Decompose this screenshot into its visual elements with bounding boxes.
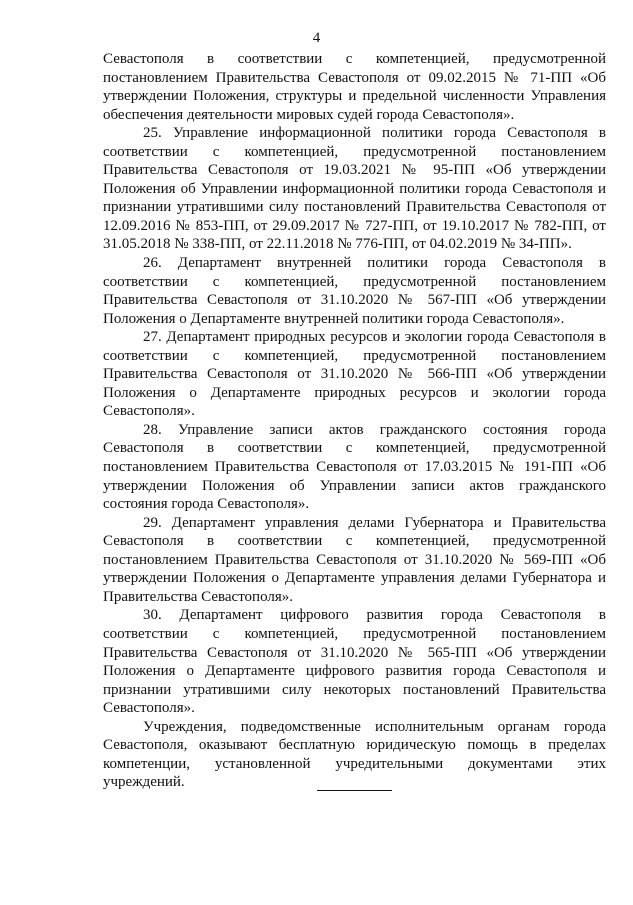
paragraph-item-29: 29. Департамент управления делами Губернатора и Правительства Севастополя в соответствии с компетенцией, предусмотренной постановлением Правительства Севастополя от 31.10.2020 № 569-ПП «Об утверждении Положения о Департаменте управления делами Губернатора и Правительства Севастополя». <box>103 514 606 605</box>
paragraph-item-26: 26. Департамент внутренней политики города Севастополя в соответствии с компетенцией, предусмотренной постановлением Правительства Севастополя от 31.10.2020 № 567-ПП «Об утверждении Положения о Департаменте внутренней политики города Севастополя». <box>103 255 606 327</box>
closing-divider <box>317 790 392 791</box>
page-number: 4 <box>312 30 321 46</box>
document-body <box>103 50 606 792</box>
paragraph-item-27: 27. Департамент природных ресурсов и экологии города Севастополя в соответствии с компетенцией, предусмотренной постановлением Правительства Севастополя от 31.10.2020 № 566-ПП «Об утверждении Положения о Департаменте природных ресурсов и экологии города Севастополя». <box>103 329 606 420</box>
paragraph-item-28: 28. Управление записи актов гражданского состояния города Севастополя в соответствии с компетенцией, предусмотренной постановлением Правительства Севастополя от 17.03.2015 № 191-ПП «Об утверждении Положения об Управлении записи актов гражданского состояния города Севастополя». <box>103 421 606 513</box>
paragraph-continuation: Севастополя в соответствии с компетенцией, предусмотренной постановлением Правительства Севастополя от 09.02.2015 № 71-ПП «Об утверждении Положения, структуры и предельной численности Управления обеспечения деятельности мировых судей города Севастополя». <box>103 51 606 123</box>
paragraph-institutions: Учреждения, подведомственные исполнительным органам города Севастополя, оказывают бесплатную юридическую помощь в пределах компетенции, установленной учредительными документами этих учреждений. <box>103 718 606 791</box>
paragraph-item-25: 25. Управление информационной политики города Севастополя в соответствии с компетенцией, предусмотренной постановлением Правительства Севастополя от 19.03.2021 № 95-ПП «Об утверждении Положения об Управлении информационной политики города Севастополя и признании утратившими силу постановлений Правительства Севастополя от 12.09.2016 № 853-ПП, от 29.09.2017 № 727-ПП, от 19.10.2017 № 782-ПП, от 31.05.2018 № 338-ПП, от 22.11.2018 № 776-ПП, от 04.02.2019 № 34-ПП». <box>103 125 606 253</box>
paragraph-item-30: 30. Департамент цифрового развития города Севастополя в соответствии с компетенцией, предусмотренной постановлением Правительства Севастополя от 31.10.2020 № 565-ПП «Об утверждении Положения о Департаменте цифрового развития города Севастополя и признании утратившими силу некоторых постановлений Правительства Севастополя». <box>103 607 606 717</box>
